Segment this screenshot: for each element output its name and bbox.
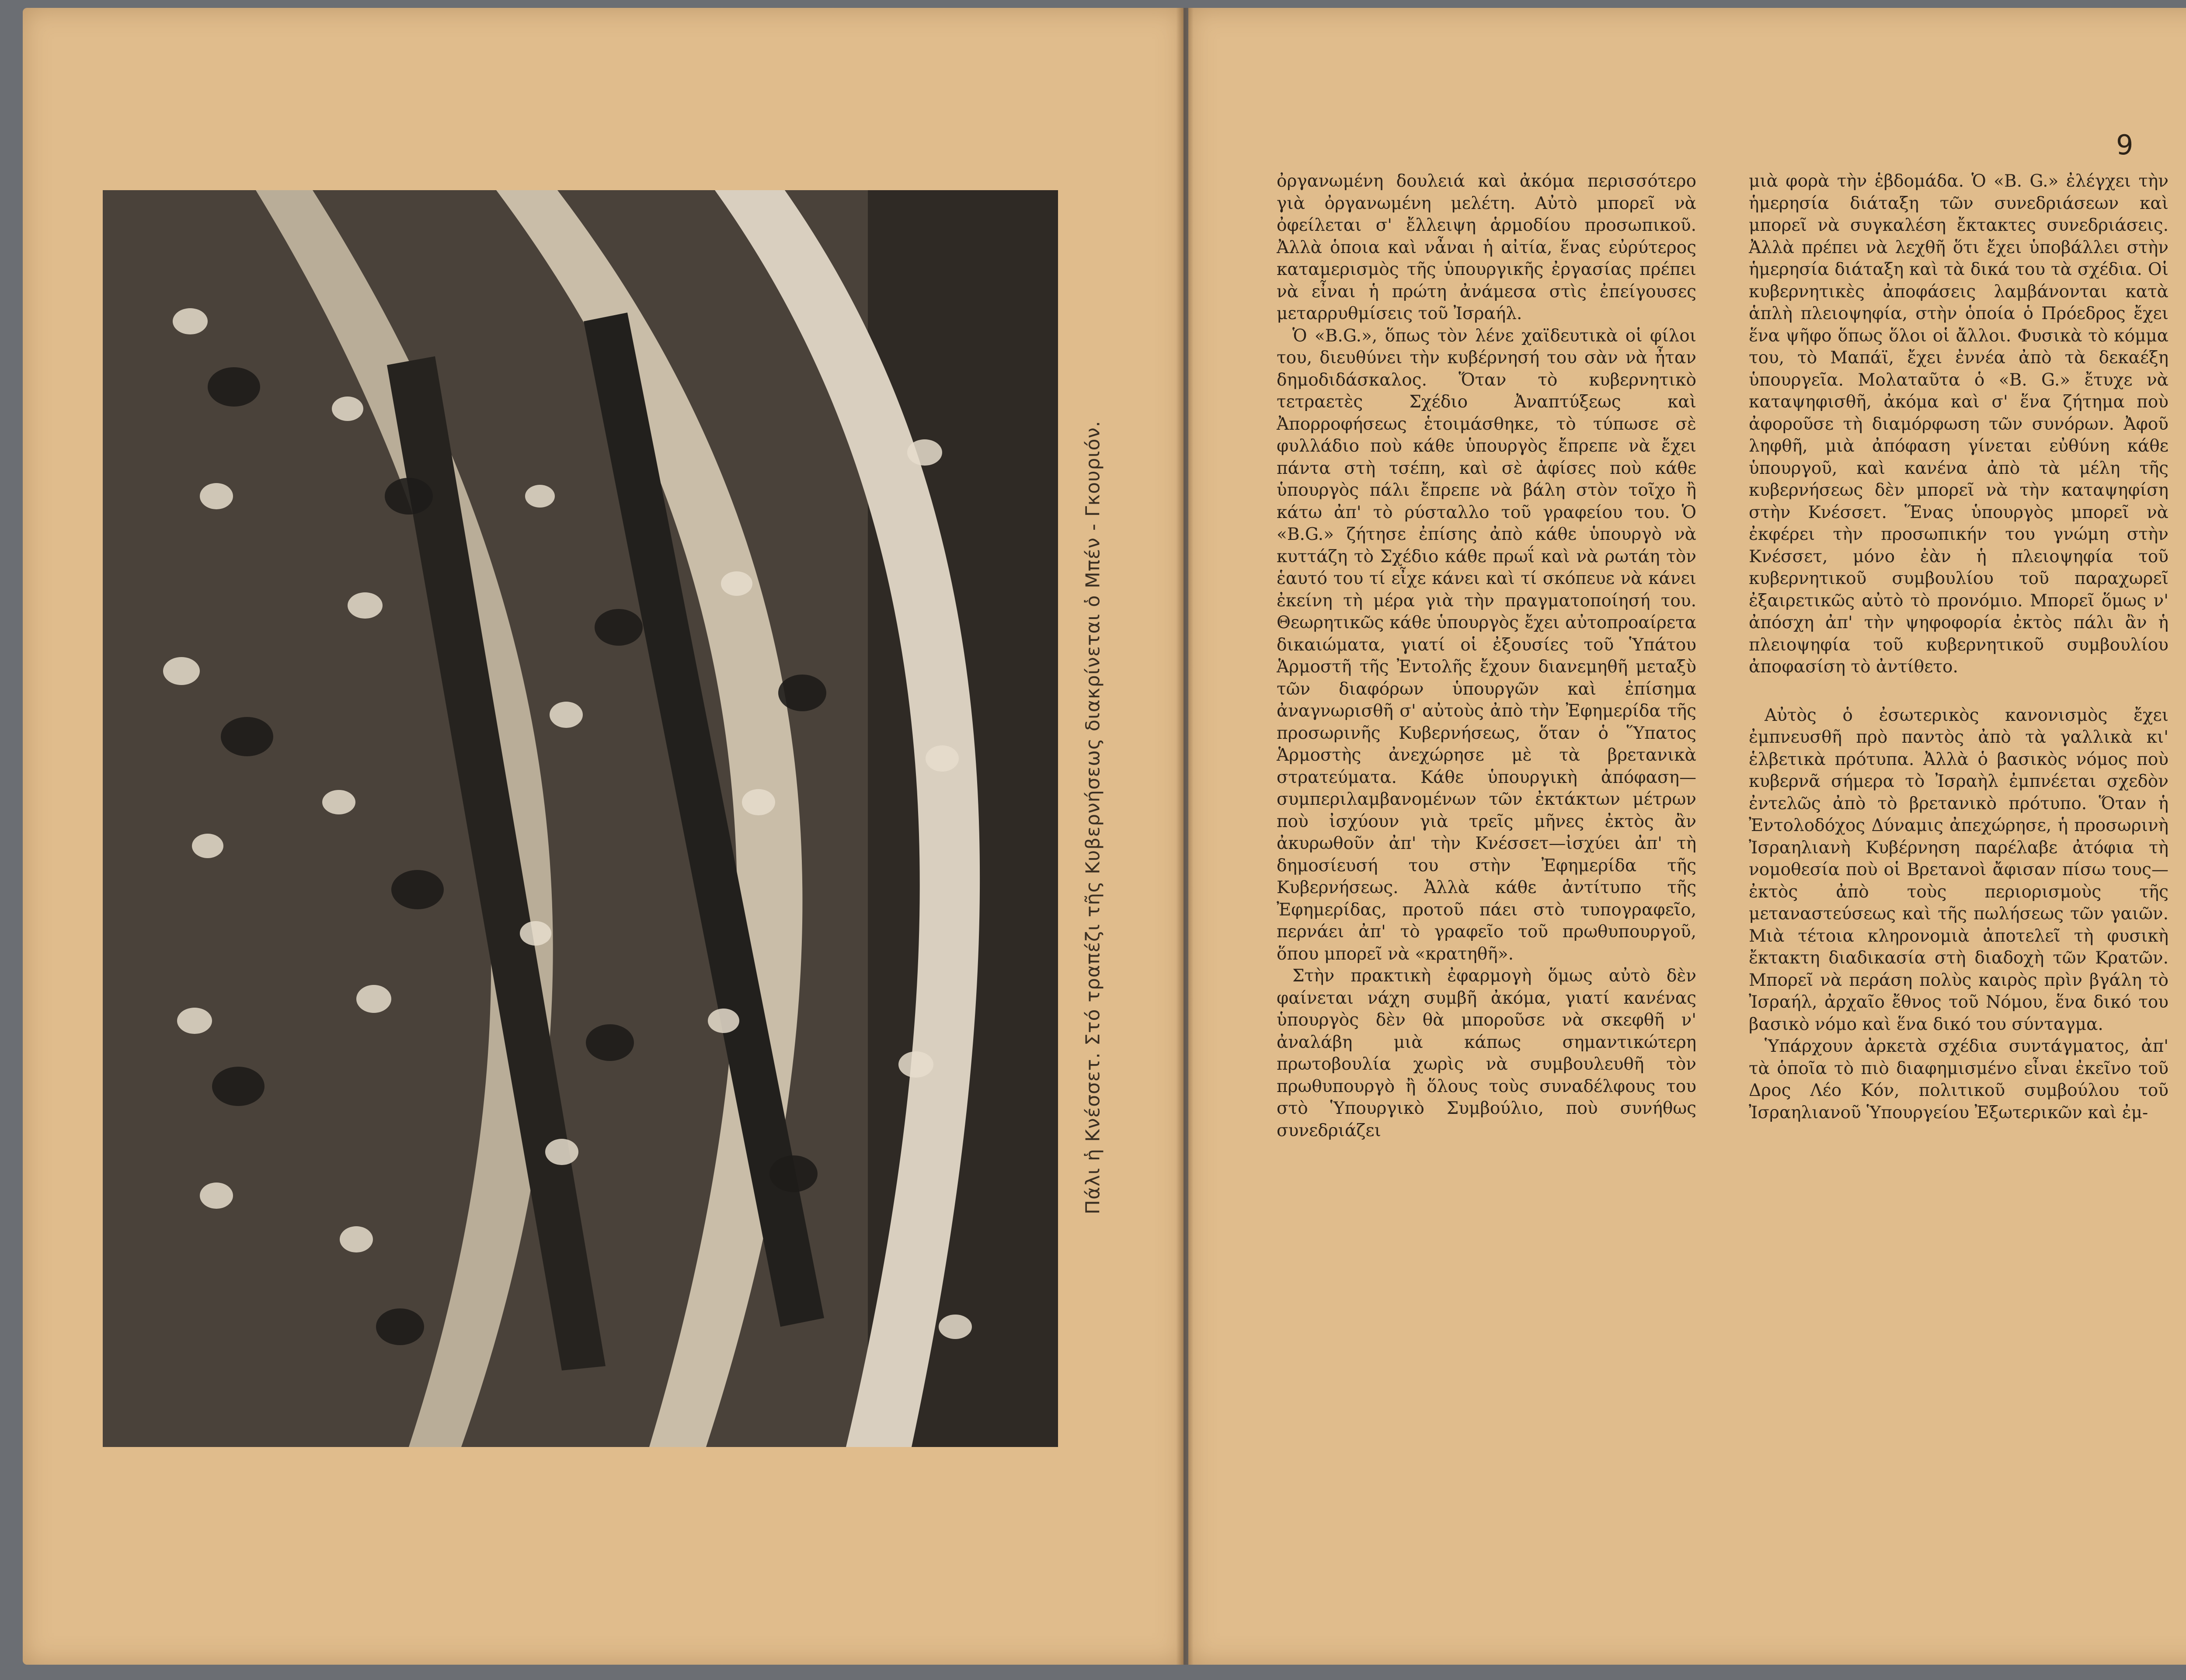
paragraph: Ὑπάρχουν ἀρκετὰ σχέδια συντάγματος, ἀπ' τὰ ὁποῖα τὸ πιὸ διαφημισμένο εἶναι ἐκεῖνο τοῦ Δρος Λέο Κόν, πολιτικοῦ συμβούλου τοῦ Ἰσραηλιανοῦ Ὑπουργείου Ἐξωτερικῶν καὶ ἐμ- bbox=[1749, 1037, 2169, 1123]
photo-caption: Πάλι ἡ Κνέσσετ. Στό τραπέζι τῆς Κυβερνήσεως διακρίνεται ὁ Μπέν - Γκουριόν. bbox=[1082, 421, 1104, 1214]
text-column-1 bbox=[1277, 170, 1696, 1142]
paragraph: Αὐτὸς ὁ ἐσωτερικὸς κανονισμὸς ἔχει ἐμπνευσθῆ πρὸ παντὸς ἀπὸ τὰ γαλλικὰ κι' ἑλβετικὰ πρότυπα. Ἀλλὰ ὁ βασικὸς νόμος ποὺ κυβερνᾶ σήμερα τὸ Ἰσραὴλ ἐμπνέεται σχεδὸν ἐντελῶς ἀπὸ τὸ βρετανικὸ πρότυπο. Ὅταν ἡ Ἐντολοδόχος Δύναμις ἀπεχώρησε, ἡ προσωρινὴ Ἰσραηλιανὴ Κυβέρνηση παρέλαβε ἀτόφια τὴ νομοθεσία ποὺ οἱ Βρετανοὶ ἄφισαν πίσω τους—ἐκτὸς ἀπὸ τοὺς περιορισμοὺς τῆς μεταναστεύσεως καὶ τῆς πωλήσεως τῶν γαιῶν. Μιὰ τέτοια κληρονομιὰ ἀποτελεῖ τὴ φυσικὴ ἔκτακτη διαδικασία στὴ διαδοχὴ τῶν Κρατῶν. Μπορεῖ νὰ περάση πολὺς καιρὸς πρὶν βγάλη τὸ Ἰσραήλ, ἀρχαῖο ἔθνος τοῦ Νόμου, ἕνα δικό του βασικὸ νόμο καὶ ἕνα δικό του σύνταγμα. bbox=[1749, 705, 2169, 1034]
knesset-photograph-image bbox=[103, 190, 1058, 1447]
photo-caption-area bbox=[1069, 188, 1117, 1447]
book-gutter bbox=[1176, 8, 1194, 1665]
paragraph: Στὴν πρακτικὴ ἐφαρμογὴ ὅμως αὐτὸ δὲν φαίνεται νάχη συμβῆ ἀκόμα, γιατί κανένας ὑπουργὸς δὲν θὰ μποροῦσε νὰ σκεφθῆ ν' ἀναλάβη μιὰ κάπως σημαντικώτερη πρωτοβουλία χωρὶς νὰ συμβουλευθῆ τὸν πρωθυπουργὸ ἢ ὅλους τοὺς συναδέλφους του στὸ Ὑπουργικὸ Συμβούλιο, ποὺ συνήθως συνεδριάζει bbox=[1277, 966, 1696, 1141]
knesset-photograph bbox=[103, 190, 1058, 1447]
page-number: 9 bbox=[2116, 129, 2134, 161]
text-column-2 bbox=[1749, 170, 2169, 1124]
paragraph: Ὁ «B.G.», ὅπως τὸν λένε χαϊδευτικὰ οἱ φίλοι του, διευθύνει τὴν κυβέρνησή του σὰν νὰ ἦταν δημοδιδάσκαλος. Ὅταν τὸ κυβερνητικὸ τετραετὲς Σχέδιο Ἀναπτύξεως καὶ Ἀπορροφήσεως ἑτοιμάσθηκε, τὸ τύπωσε σὲ φυλλάδιο ποὺ κάθε ὑπουργὸς ἔπρεπε νὰ ἔχει πάντα στὴ τσέπη, καὶ σὲ ἀφίσες ποὺ κάθε ὑπουργὸς πάλι ἔπρεπε νὰ βάλη στὸν τοῖχο ἢ κάτω ἀπ' τὸ ρύσταλλο τοῦ γραφείου του. Ὁ «B.G.» ζήτησε ἐπίσης ἀπὸ κάθε ὑπουργὸ νὰ κυττάζη τὸ Σχέδιο κάθε πρωΐ καὶ νὰ ρωτάη τὸν ἑαυτό του τί εἶχε κάνει καὶ τί σκόπευε νὰ κάνει ἐκείνη τὴ μέρα γιὰ τὴν πραγματοποίησή του. Θεωρητικῶς κάθε ὑπουργὸς ἔχει αὐτοπροαίρετα δικαιώματα, γιατί οἱ ἐξουσίες τοῦ Ὑπάτου Ἁρμοστῆ τῆς Ἐντολῆς ἔχουν διανεμηθῆ μεταξὺ τῶν διαφόρων ὑπουργῶν καὶ ἐπίσημα ἀναγνωρισθῆ σ' αὐτοὺς ἀπὸ τὴν Ἐφημερίδα τῆς προσωρινῆς Κυβερνήσεως, ὅταν ὁ Ὕπατος Ἁρμοστὴς ἀνεχώρησε μὲ τὰ βρετανικὰ στρατεύματα. Κάθε ὑπουργικὴ ἀπόφαση—συμπεριλαμβανομένων τῶν ἐκτάκτων μέτρων ποὺ ἰσχύουν γιὰ τρεῖς μῆνες ἐκτὸς ἂν ἀκυρωθοῦν ἀπ' τὴν Κνέσσετ—ἰσχύει ἀπ' τὴ δημοσίευσή του στὴν Ἐφημερίδα τῆς Κυβερνήσεως. Ἀλλὰ κάθε ἀντίτυπο τῆς Ἐφημερίδας, προτοῦ πάει στὸ τυπογραφεῖο, περνάει ἀπ' τὸ γραφεῖο τοῦ πρωθυπουργοῦ, ὅπου μπορεῖ νὰ «κρατηθῆ». bbox=[1277, 326, 1696, 964]
paragraph: μιὰ φορὰ τὴν ἑβδομάδα. Ὁ «B. G.» ἐλέγχει τὴν ἡμερησία διάταξη τῶν συνεδριάσεων καὶ μπορεῖ νὰ συγκαλέση ἔκτακτες συνεδριάσεις. Ἀλλὰ πρέπει νὰ λεχθῆ ὅτι ἔχει ὑποβάλλει στὴν ἡμερησία διάταξη καὶ τὰ δικά του τὰ σχέδια. Οἱ κυβερνητικὲς ἀποφάσεις λαμβάνονται κατὰ ἁπλὴ πλειοψηφία, στὴν ὁποία ὁ Πρόεδρος ἔχει ἕνα ψῆφο ὅπως ὅλοι οἱ ἄλλοι. Φυσικὰ τὸ κόμμα του, τὸ Μαπάϊ, ἔχει ἐννέα ἀπὸ τὰ δεκαέξη ὑπουργεῖα. Μολαταῦτα ὁ «B. G.» ἔτυχε νὰ καταψηφισθῆ, ἀκόμα καὶ σ' ἕνα ζήτημα ποὺ ἀφοροῦσε τὴ διαμόρφωση τῶν συνόρων. Ἀφοῦ ληφθῆ, μιὰ ἀπόφαση γίνεται εὐθύνη κάθε ὑπουργοῦ, καὶ κανένα ἀπὸ τὰ μέλη τῆς κυβερνήσεως δὲν μπορεῖ νὰ τὴν καταψηφίση στὴν Κνέσσετ. Ἕνας ὑπουργὸς μπορεῖ νὰ ἐκφέρει τὴν προσωπικήν του γνώμη στὴν Κνέσσετ, μόνο ἐὰν ἡ πλειοψηφία τοῦ κυβερνητικοῦ συμβουλίου τοῦ παραχωρεῖ ἐξαιρετικῶς αὐτὸ τὸ προνόμιο. Μπορεῖ ὅμως ν' ἀπόσχη ἀπ' τὴν ψηφοφορία ἐκτὸς πάλι ἂν ἡ πλειοψηφία τοῦ κυβερνητικοῦ συμβουλίου ἀποφασίση τὸ ἀντίθετο. bbox=[1749, 171, 2169, 677]
paragraph: ὀργανωμένη δουλειά καὶ ἀκόμα περισσότερο γιὰ ὀργανωμένη μελέτη. Αὐτὸ μπορεῖ νὰ ὀφείλεται σ' ἔλλειψη ἁρμοδίου προσωπικοῦ. Ἀλλὰ ὁποια καὶ νἆναι ἡ αἰτία, ἕνας εὐρύτερος καταμερισμὸς τῆς ὑπουργικῆς ἐργασίας πρέπει νὰ εἶναι ἡ πρώτη ἀνάμεσα στὶς ἐπείγουσες μεταρρυθμίσεις τοῦ Ἰσραήλ. bbox=[1277, 171, 1696, 323]
